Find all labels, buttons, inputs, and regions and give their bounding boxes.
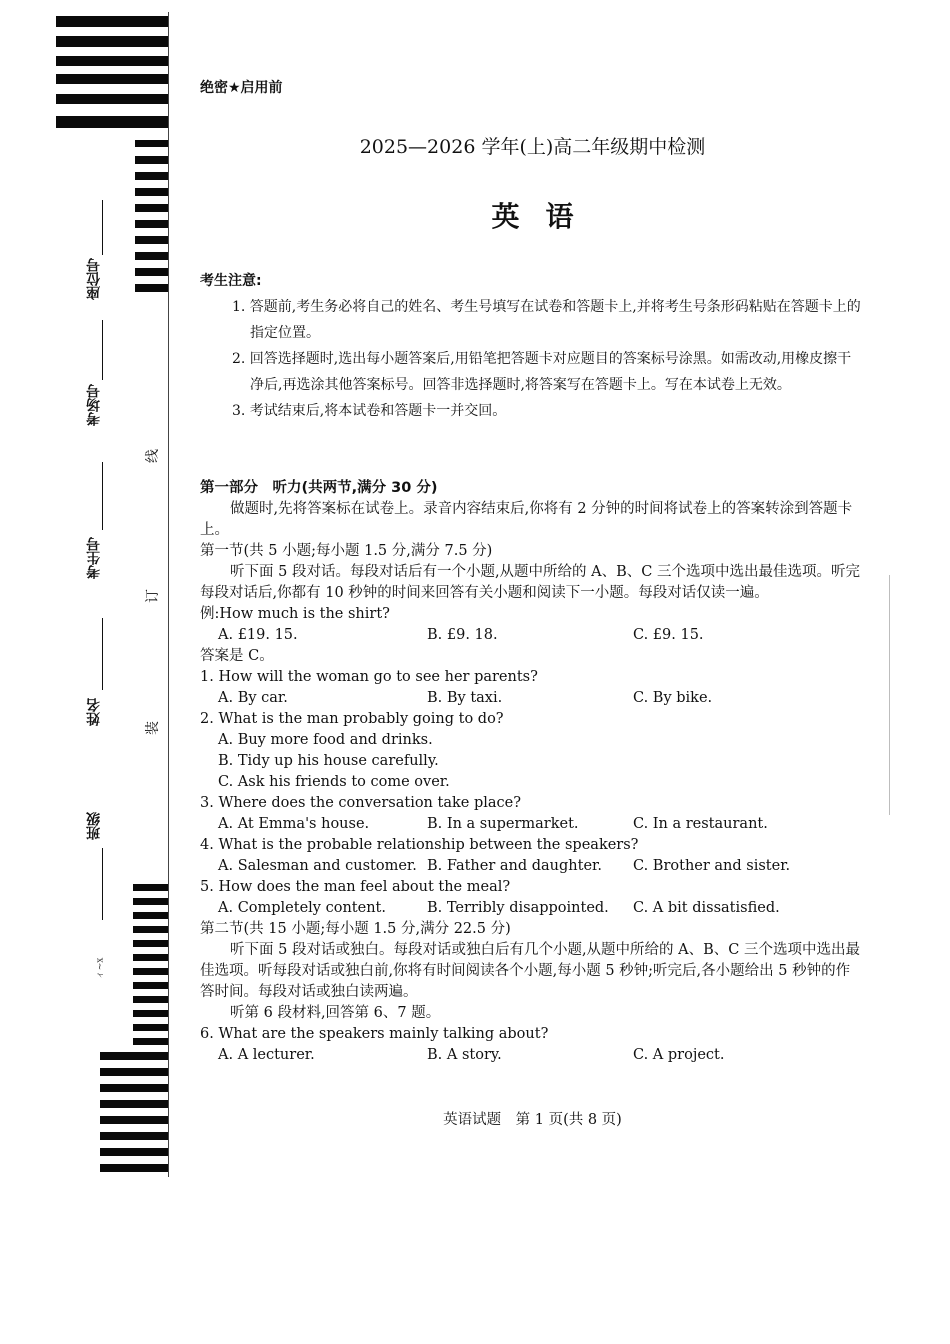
section2-instruction: 听下面 5 段对话或独白。每段对话或独白后有几个小题,从题中所给的 A、B、C 三个选项中选出最佳选项。听每段对话或独白前,你将有时间阅读各个小题,每小题 5 秒钟;听完后,各小题给出 5 秒钟的作答时间。每段对话或独白读两遍。 [200, 942, 860, 1000]
option-c: C. Ask his friends to come over. [218, 774, 450, 790]
barcode-stripe [133, 1038, 168, 1045]
margin-scribble: ィ~x [95, 957, 106, 980]
barcode-stripe [56, 36, 168, 47]
barcode-stripe [133, 940, 168, 947]
barcode-stripe [133, 898, 168, 905]
barcode-stripe [133, 954, 168, 961]
option-b: B. £9. 18. [427, 627, 498, 643]
barcode-stripe [133, 926, 168, 933]
cut-mark-bind: 订 [145, 589, 161, 603]
barcode-stripe [100, 1100, 168, 1108]
question-4-options [200, 856, 862, 877]
option-c: C. A bit dissatisfied. [633, 900, 780, 916]
barcode-stripe [135, 188, 168, 196]
section1-instruction: 听下面 5 段对话。每段对话后有一个小题,从题中所给的 A、B、C 三个选项中选出最佳选项。听完每段对话后,你都有 10 秒钟的时间来回答有关小题和阅读下一小题。每段对话仅读一遍。 [200, 564, 860, 601]
binding-border-line [168, 12, 169, 1177]
option-c: C. By bike. [633, 690, 713, 706]
part1-heading: 第一部分 听力(共两节,满分 30 分) [200, 480, 438, 496]
barcode-stripe [100, 1132, 168, 1140]
option-a: A. By car. [218, 690, 288, 706]
barcode-stripe [135, 284, 168, 292]
barcode-stripe [100, 1084, 168, 1092]
subject-title: 英语 [491, 200, 600, 233]
class-label: 班级 [86, 812, 102, 840]
option-b: B. Terribly disappointed. [427, 900, 609, 916]
barcode-stripe [56, 16, 168, 27]
cut-mark-line: 线 [145, 449, 161, 463]
barcode-stripe [133, 1024, 168, 1031]
confidential-mark: 绝密★启用前 [200, 80, 283, 96]
barcode-stripe [100, 1116, 168, 1124]
notice-heading: 考生注意: [200, 273, 262, 289]
option-c: C. Brother and sister. [633, 858, 791, 874]
question-6-options [200, 1045, 862, 1066]
example-options [200, 625, 862, 646]
page-footer: 英语试题 第 1 页(共 8 页) [443, 1112, 622, 1128]
barcode-stripe [133, 968, 168, 975]
question-6: 6. What are the speakers mainly talking about? [200, 1026, 549, 1042]
scan-edge-line [889, 575, 890, 815]
barcode-stripe [133, 982, 168, 989]
barcode-stripe [56, 56, 168, 66]
barcode-stripe [100, 1068, 168, 1076]
exam-room-label: 考场号 [86, 384, 102, 426]
barcode-stripe [135, 172, 168, 180]
exam-room-line[interactable] [102, 320, 103, 380]
barcode-stripe [135, 204, 168, 212]
exam-title: 2025—2026 学年(上)高二年级期中检测 [359, 136, 706, 158]
option-b: B. A story. [427, 1047, 502, 1063]
candidate-number-line[interactable] [102, 462, 103, 530]
barcode-stripe [133, 884, 168, 891]
candidate-number-label: 考生号 [86, 537, 102, 579]
example-question: 例:How much is the shirt? [200, 606, 390, 622]
barcode-stripe [135, 140, 168, 147]
question-3: 3. Where does the conversation take place? [200, 795, 521, 811]
option-c: C. In a restaurant. [633, 816, 768, 832]
barcode-stripe [56, 116, 168, 128]
option-b: B. Tidy up his house carefully. [218, 753, 439, 769]
barcode-stripe [135, 236, 168, 244]
barcode-stripe [135, 268, 168, 276]
question-5-options [200, 898, 862, 919]
barcode-stripe [133, 912, 168, 919]
barcode-stripe [100, 1148, 168, 1156]
notice-item: 1. 答题前,考生务必将自己的姓名、考生号填写在试卷和答题卡上,并将考生号条形码粘贴在答题卡上的指定位置。 [232, 299, 861, 341]
option-a: A. Completely content. [218, 900, 386, 916]
question-3-options [200, 814, 862, 835]
barcode-stripe [135, 220, 168, 228]
barcode-stripe [133, 996, 168, 1003]
barcode-stripe [135, 252, 168, 260]
barcode-stripe [56, 74, 168, 84]
binding-strip [0, 0, 170, 1344]
question-1-options [200, 688, 862, 709]
barcode-stripe [100, 1052, 168, 1060]
barcode-stripe [133, 1010, 168, 1017]
option-a: A. At Emma's house. [218, 816, 370, 832]
option-c: C. £9. 15. [633, 627, 704, 643]
question-2: 2. What is the man probably going to do? [200, 711, 504, 727]
class-line[interactable] [102, 848, 103, 920]
notice-item: 3. 考试结束后,将本试卷和答题卡一并交回。 [232, 403, 507, 419]
option-a: A. £19. 15. [218, 627, 298, 643]
barcode-stripe [100, 1164, 168, 1172]
name-label: 姓名 [86, 698, 102, 726]
notice-item: 2. 回答选择题时,选出每小题答案后,用铅笔把答题卡对应题目的答案标号涂黑。如需改动,用橡皮擦干净后,再选涂其他答案标号。回答非选择题时,将答案写在答题卡上。写在本试卷上无效。 [232, 351, 852, 393]
name-line[interactable] [102, 618, 103, 690]
example-answer: 答案是 C。 [200, 648, 274, 664]
section2-heading: 第二节(共 15 小题;每小题 1.5 分,满分 22.5 分) [200, 921, 511, 937]
part1-listening [200, 478, 862, 1066]
section2-material: 听第 6 段材料,回答第 6、7 题。 [230, 1005, 441, 1021]
cut-mark-install: 装 [145, 721, 161, 735]
notice-list [232, 294, 862, 424]
option-a: A. Buy more food and drinks. [218, 732, 433, 748]
option-b: B. By taxi. [427, 690, 503, 706]
barcode-stripe [135, 156, 168, 164]
option-b: B. In a supermarket. [427, 816, 579, 832]
section1-heading: 第一节(共 5 小题;每小题 1.5 分,满分 7.5 分) [200, 543, 493, 559]
option-b: B. Father and daughter. [427, 858, 602, 874]
question-5: 5. How does the man feel about the meal? [200, 879, 511, 895]
seat-number-line[interactable] [102, 200, 103, 255]
seat-number-label: 座位号 [86, 258, 102, 300]
option-c: C. A project. [633, 1047, 725, 1063]
option-a: A. Salesman and customer. [218, 858, 417, 874]
question-4: 4. What is the probable relationship between the speakers? [200, 837, 639, 853]
question-1: 1. How will the woman go to see her parents? [200, 669, 538, 685]
part1-intro: 做题时,先将答案标在试卷上。录音内容结束后,你将有 2 分钟的时间将试卷上的答案转涂到答题卡上。 [200, 501, 853, 538]
option-a: A. A lecturer. [218, 1047, 315, 1063]
barcode-stripe [56, 94, 168, 104]
